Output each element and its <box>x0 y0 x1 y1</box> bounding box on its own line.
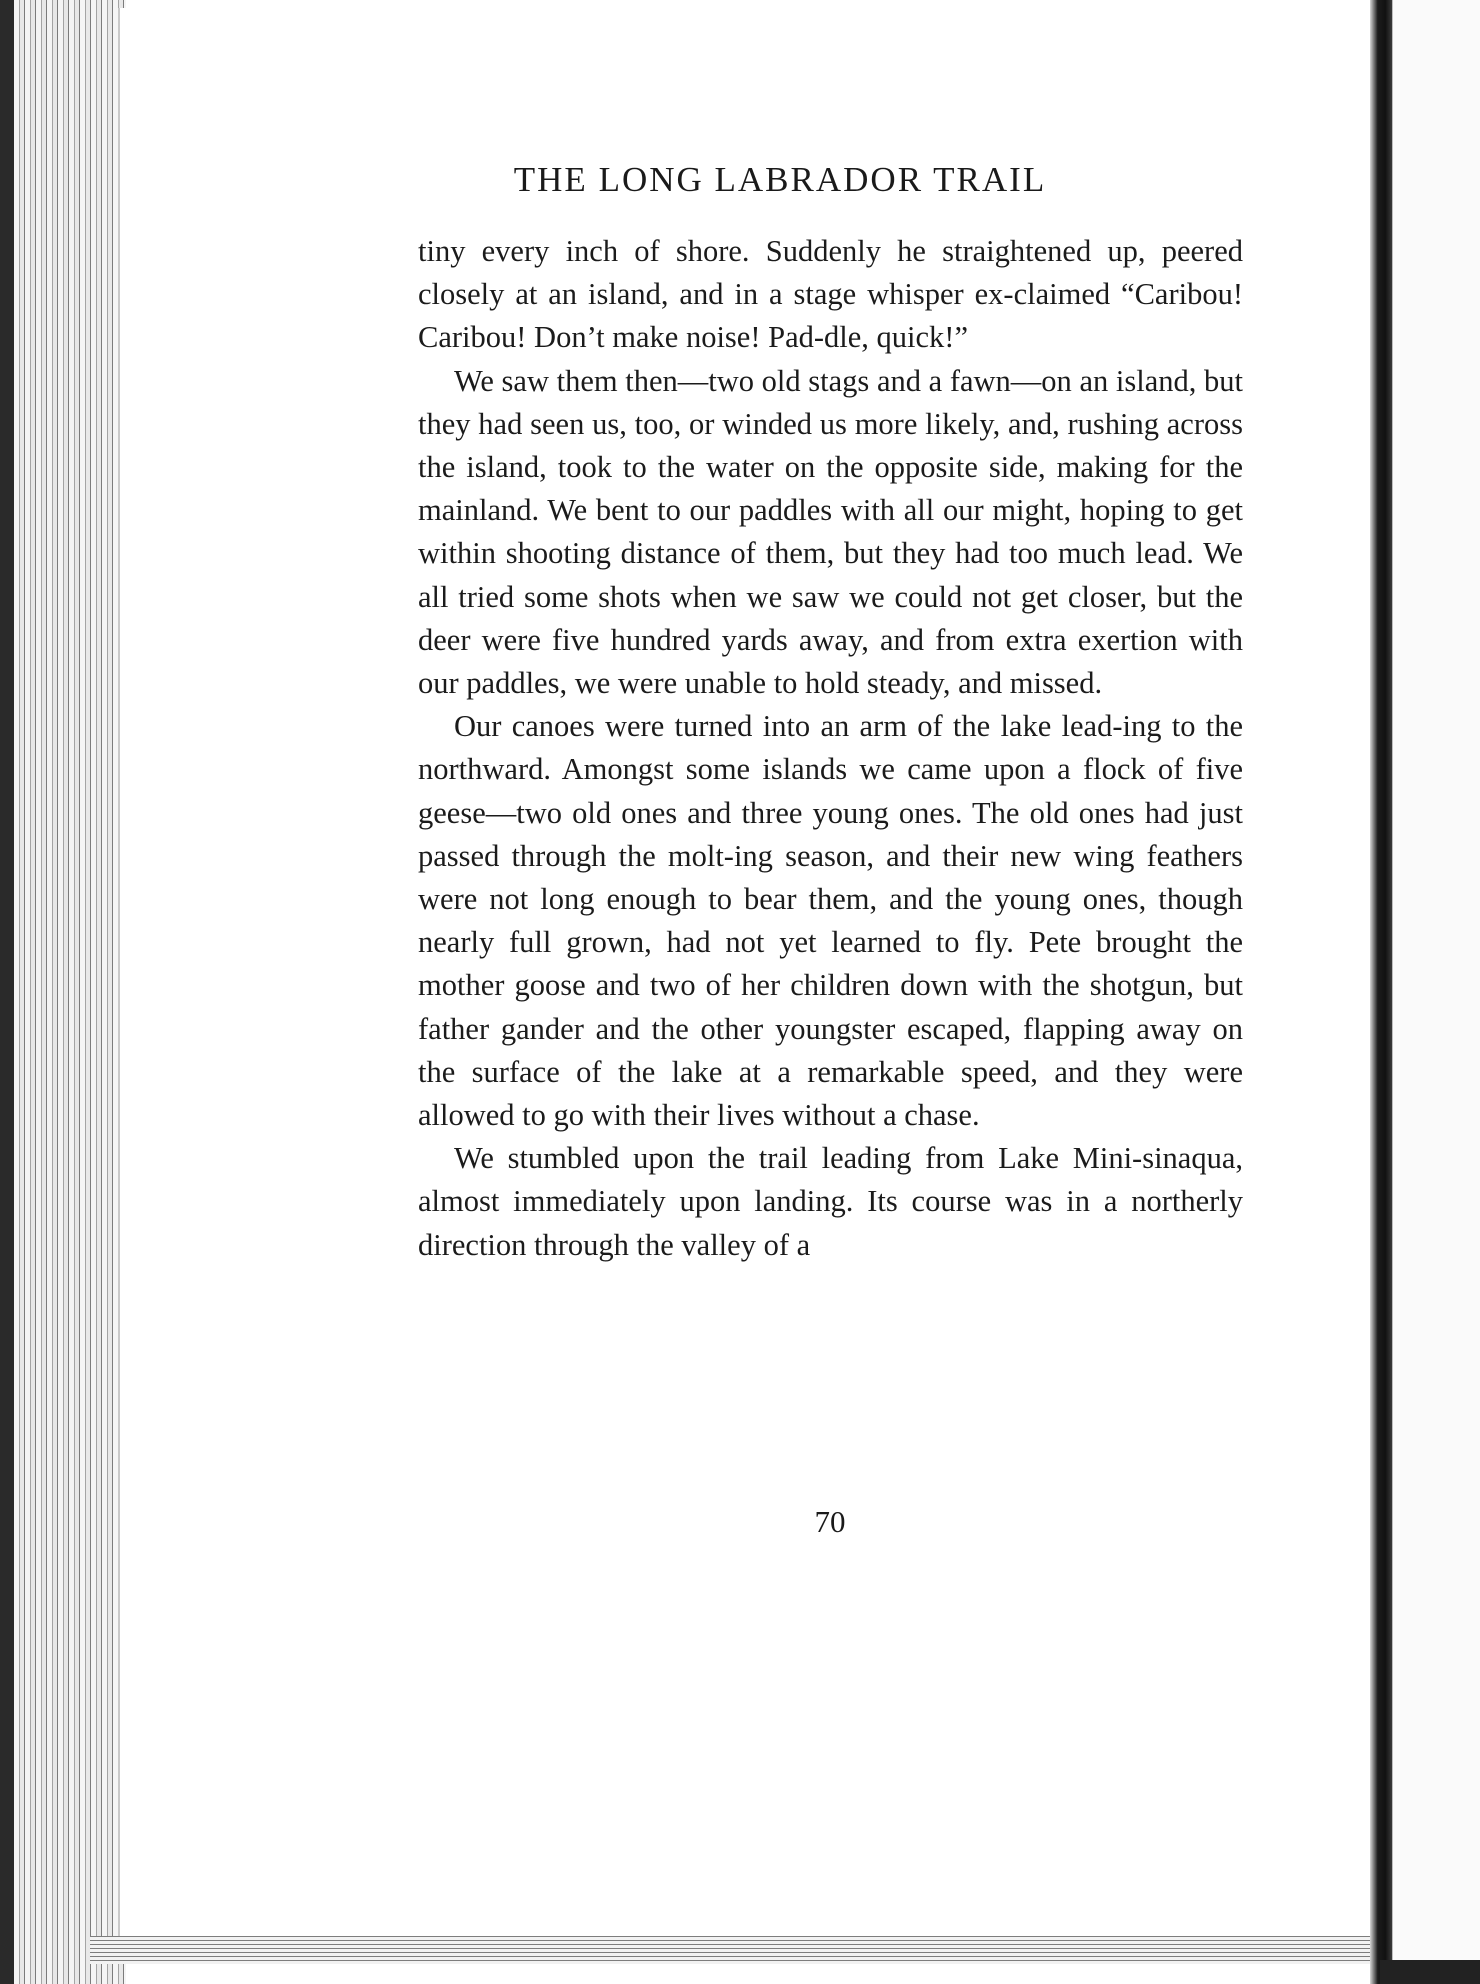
page-number: 70 <box>814 1504 846 1539</box>
paragraph: tiny every inch of shore. Suddenly he straightened up, peered closely at an island, and in a stage whisper ex-claimed “Caribou! Caribou! Don’t make noise! Pad-dle, quick!” <box>418 234 1243 355</box>
paragraph: Our canoes were turned into an arm of the lake lead-ing to the northward. Amongst some islands we came upon a flock of five geese—two old ones and three young ones. The old ones had just passed through the molt-ing season, and their new wing feathers were not long enough to bear them, and the young ones, though nearly full grown, had not yet learned to fly. Pete brought the mother goose and two of her children down with the shotgun, but father gander and the other youngster escaped, flapping away on the surface of the lake at a remarkable speed, and they were allowed to go with their lives without a chase. <box>418 709 1243 1133</box>
next-page-edge <box>1392 0 1480 1984</box>
next-page-corner <box>1380 1960 1480 1984</box>
book-spine-edge <box>0 0 14 1984</box>
paragraph: We saw them then—two old stags and a fawn—on an island, but they had seen us, too, or winded us more likely, and, rushing across the island, took to the water on the opposite side, making for the mainland. We bent to our paddles with all our might, hoping to get within shooting distance of them, but they had too much lead. We all tried some shots when we saw we could not get closer, but the deer were five hundred yards away, and from extra exertion with our paddles, we were unable to hold steady, and missed. <box>418 363 1243 701</box>
page-edges-bottom <box>90 1936 1380 1964</box>
running-head: THE LONG LABRADOR TRAIL <box>513 160 1047 199</box>
body-text <box>418 230 1243 1267</box>
book-gutter <box>1370 0 1392 1984</box>
page-edges-left <box>14 0 126 1984</box>
paragraph: We stumbled upon the trail leading from Lake Mini-sinaqua, almost immediately upon landing. Its course was in a northerly direction through the valley of a <box>418 1141 1243 1262</box>
